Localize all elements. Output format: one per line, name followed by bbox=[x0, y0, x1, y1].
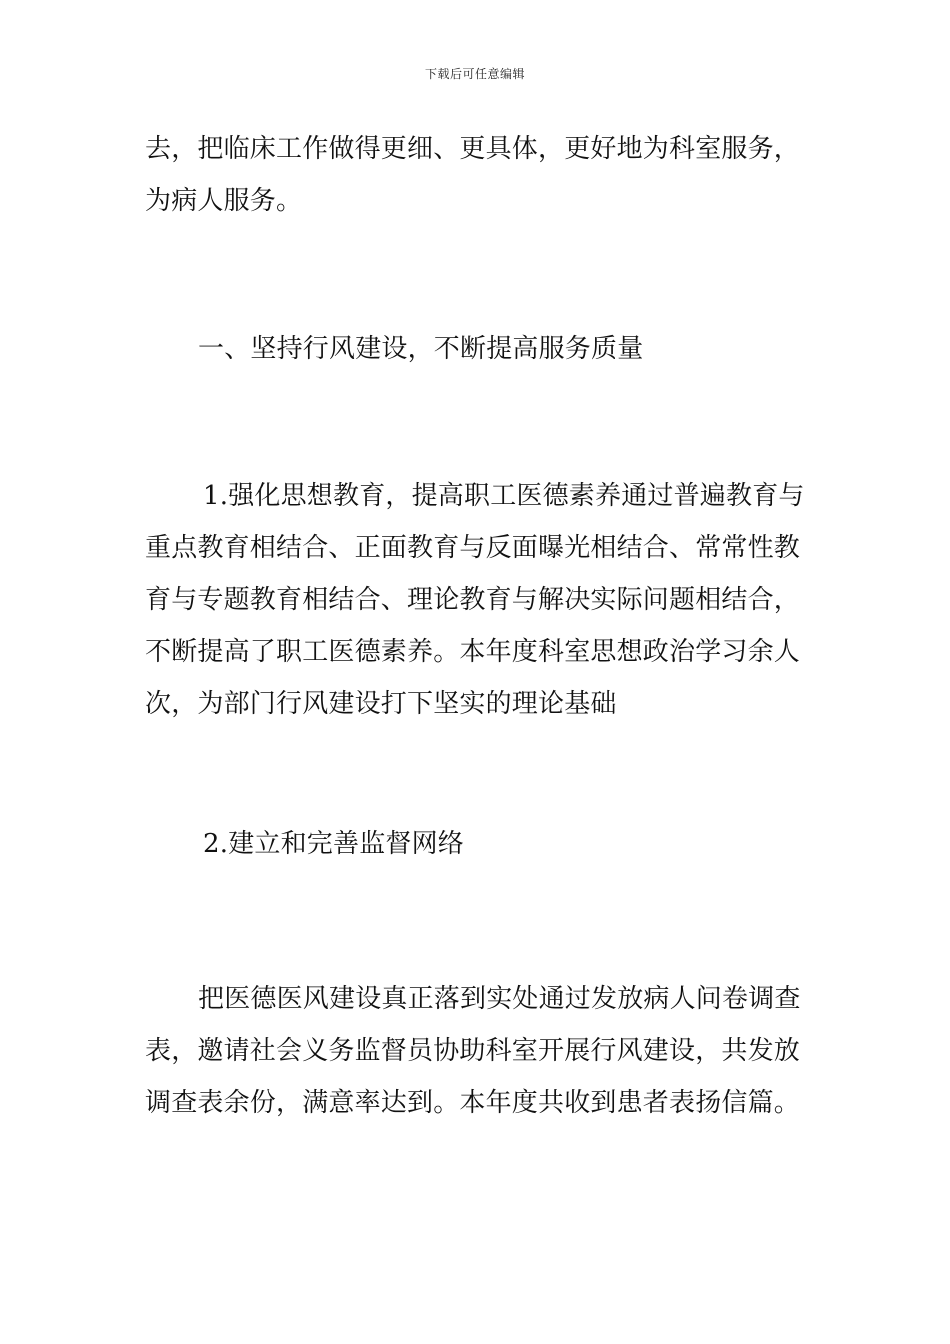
paragraph-continuation: 去，把临床工作做得更细、更具体，更好地为科室服务，为病人服务。 bbox=[145, 134, 801, 216]
subheading-supervision-network: 2.建立和完善监督网络 bbox=[203, 829, 465, 859]
header-note: 下载后可任意编辑 bbox=[424, 67, 525, 81]
section-heading: 一、坚持行风建设，不断提高服务质量 bbox=[198, 334, 644, 364]
paragraph-supervision-details: 把医德医风建设真正落到实处通过发放病人问卷调查表，邀请社会义务监督员协助科室开展行风建设，共发放调查表余份，满意率达到。本年度共收到患者表扬信篇。 bbox=[145, 984, 801, 1118]
paragraph-ethics-education: 1.强化思想教育，提高职工医德素养通过普遍教育与重点教育相结合、正面教育与反面曝光相结合、常常性教育与专题教育相结合、理论教育与解决实际问题相结合，不断提高了职工医德素养。本年度科室思想政治学习余人次，为部门行风建设打下坚实的理论基础 bbox=[145, 481, 805, 719]
